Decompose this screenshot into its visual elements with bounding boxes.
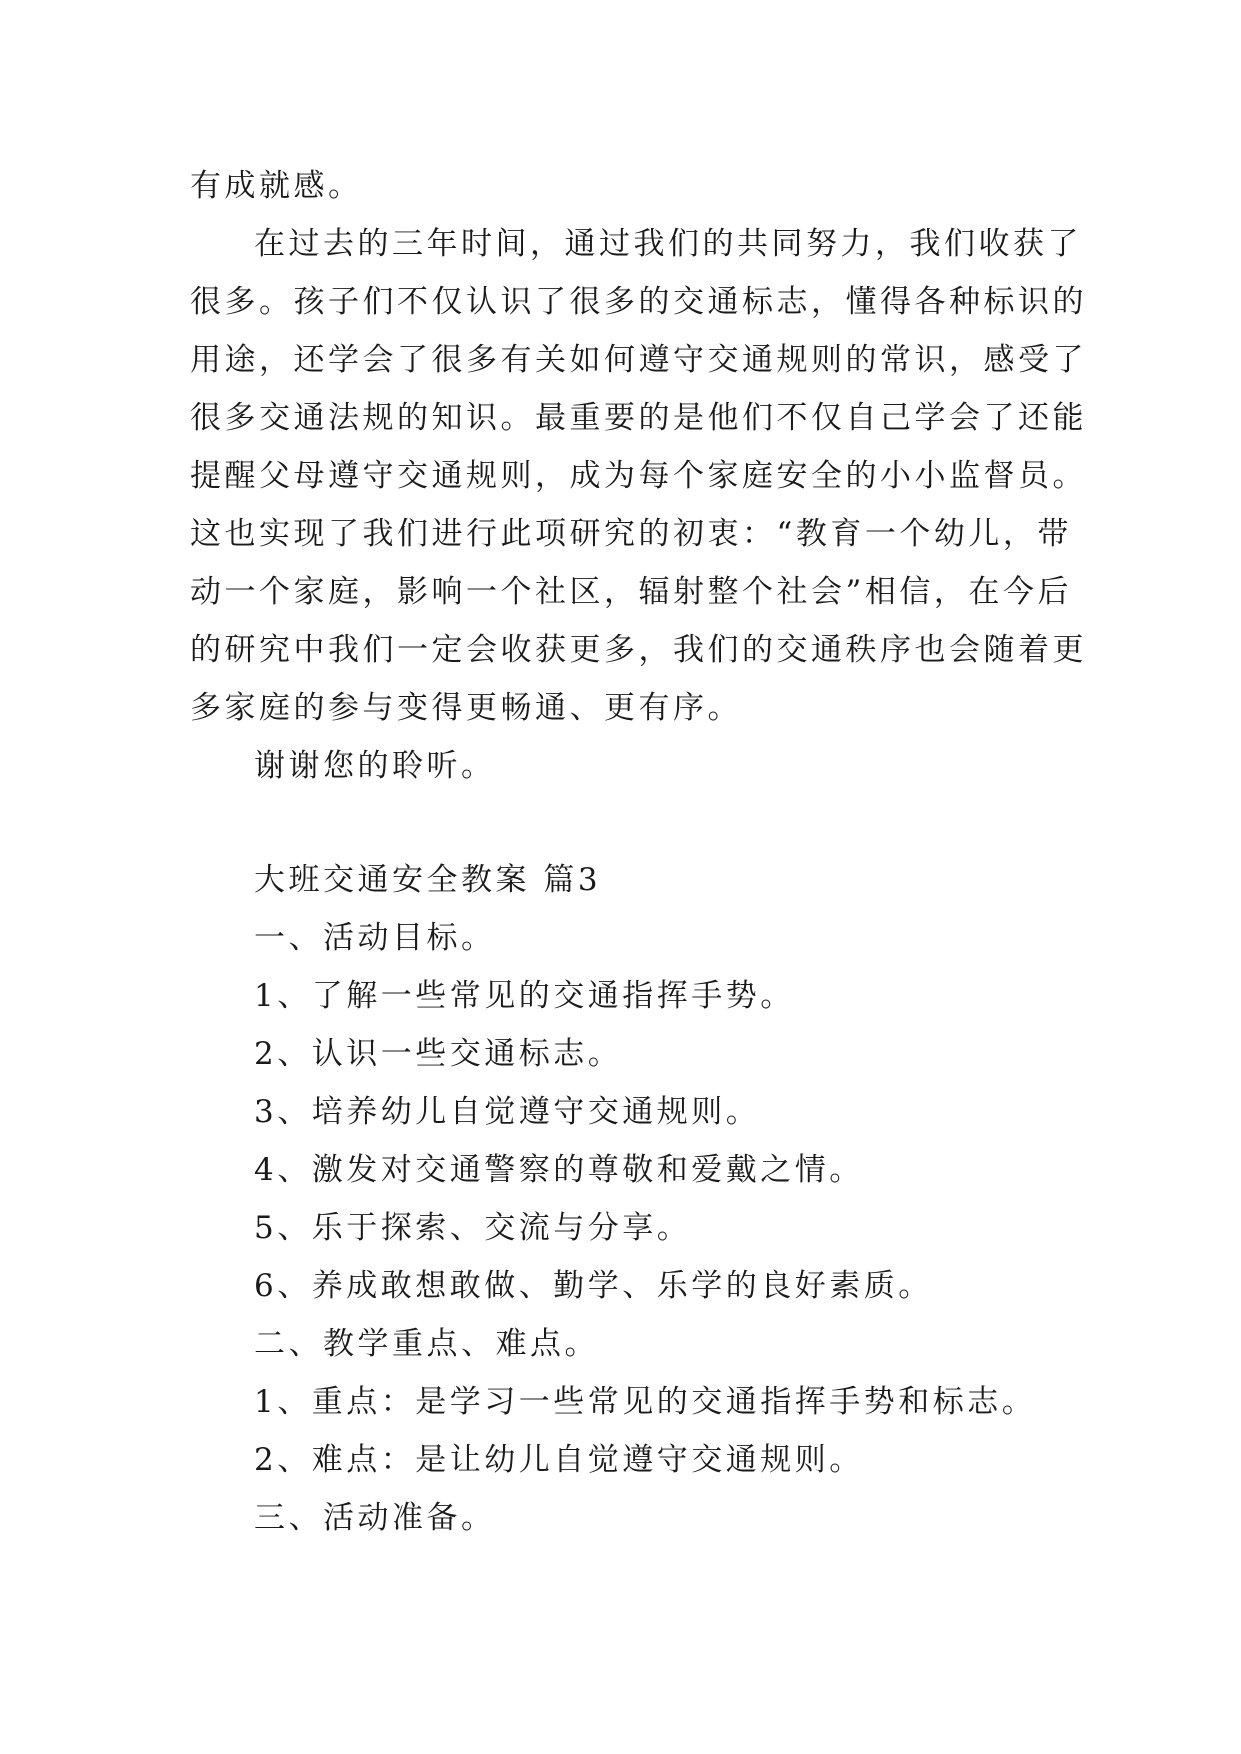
paragraph-line: 提醒父母遵守交通规则，成为每个家庭安全的小小监督员。 [190, 458, 1087, 494]
section-title: 大班交通安全教案 篇3 [254, 862, 602, 898]
list-item: 2、认识一些交通标志。 [254, 1036, 623, 1072]
paragraph-line: 很多。孩子们不仅认识了很多的交通标志，懂得各种标识的 [190, 284, 1087, 320]
paragraph-line: 有成就感。 [190, 168, 363, 204]
list-item: 1、了解一些常见的交通指挥手势。 [254, 978, 795, 1014]
list-item: 三、活动准备。 [254, 1500, 496, 1536]
list-item: 3、培养幼儿自觉遵守交通规则。 [254, 1094, 761, 1130]
paragraph-line: 很多交通法规的知识。最重要的是他们不仅自己学会了还能 [190, 400, 1087, 436]
list-item: 1、重点：是学习一些常见的交通指挥手势和标志。 [254, 1384, 1037, 1420]
closing-line: 谢谢您的聆听。 [254, 748, 496, 784]
list-item: 4、激发对交通警察的尊敬和爱戴之情。 [254, 1152, 864, 1188]
paragraph-line: 多家庭的参与变得更畅通、更有序。 [190, 690, 742, 726]
paragraph-line: 这也实现了我们进行此项研究的初衷：“教育一个幼儿，带 [190, 516, 1072, 552]
list-item: 二、教学重点、难点。 [254, 1326, 599, 1362]
list-item: 5、乐于探索、交流与分享。 [254, 1210, 692, 1246]
paragraph-line: 的研究中我们一定会收获更多，我们的交通秩序也会随着更 [190, 632, 1087, 668]
list-item: 2、难点：是让幼儿自觉遵守交通规则。 [254, 1442, 864, 1478]
paragraph-line: 在过去的三年时间，通过我们的共同努力，我们收获了 [254, 226, 1082, 262]
paragraph-line: 用途，还学会了很多有关如何遵守交通规则的常识，感受了 [190, 342, 1087, 378]
paragraph-line: 动一个家庭，影响一个社区，辐射整个社会”相信，在今后 [190, 574, 1072, 610]
list-item: 6、养成敢想敢做、勤学、乐学的良好素质。 [254, 1268, 933, 1304]
list-item: 一、活动目标。 [254, 920, 496, 956]
